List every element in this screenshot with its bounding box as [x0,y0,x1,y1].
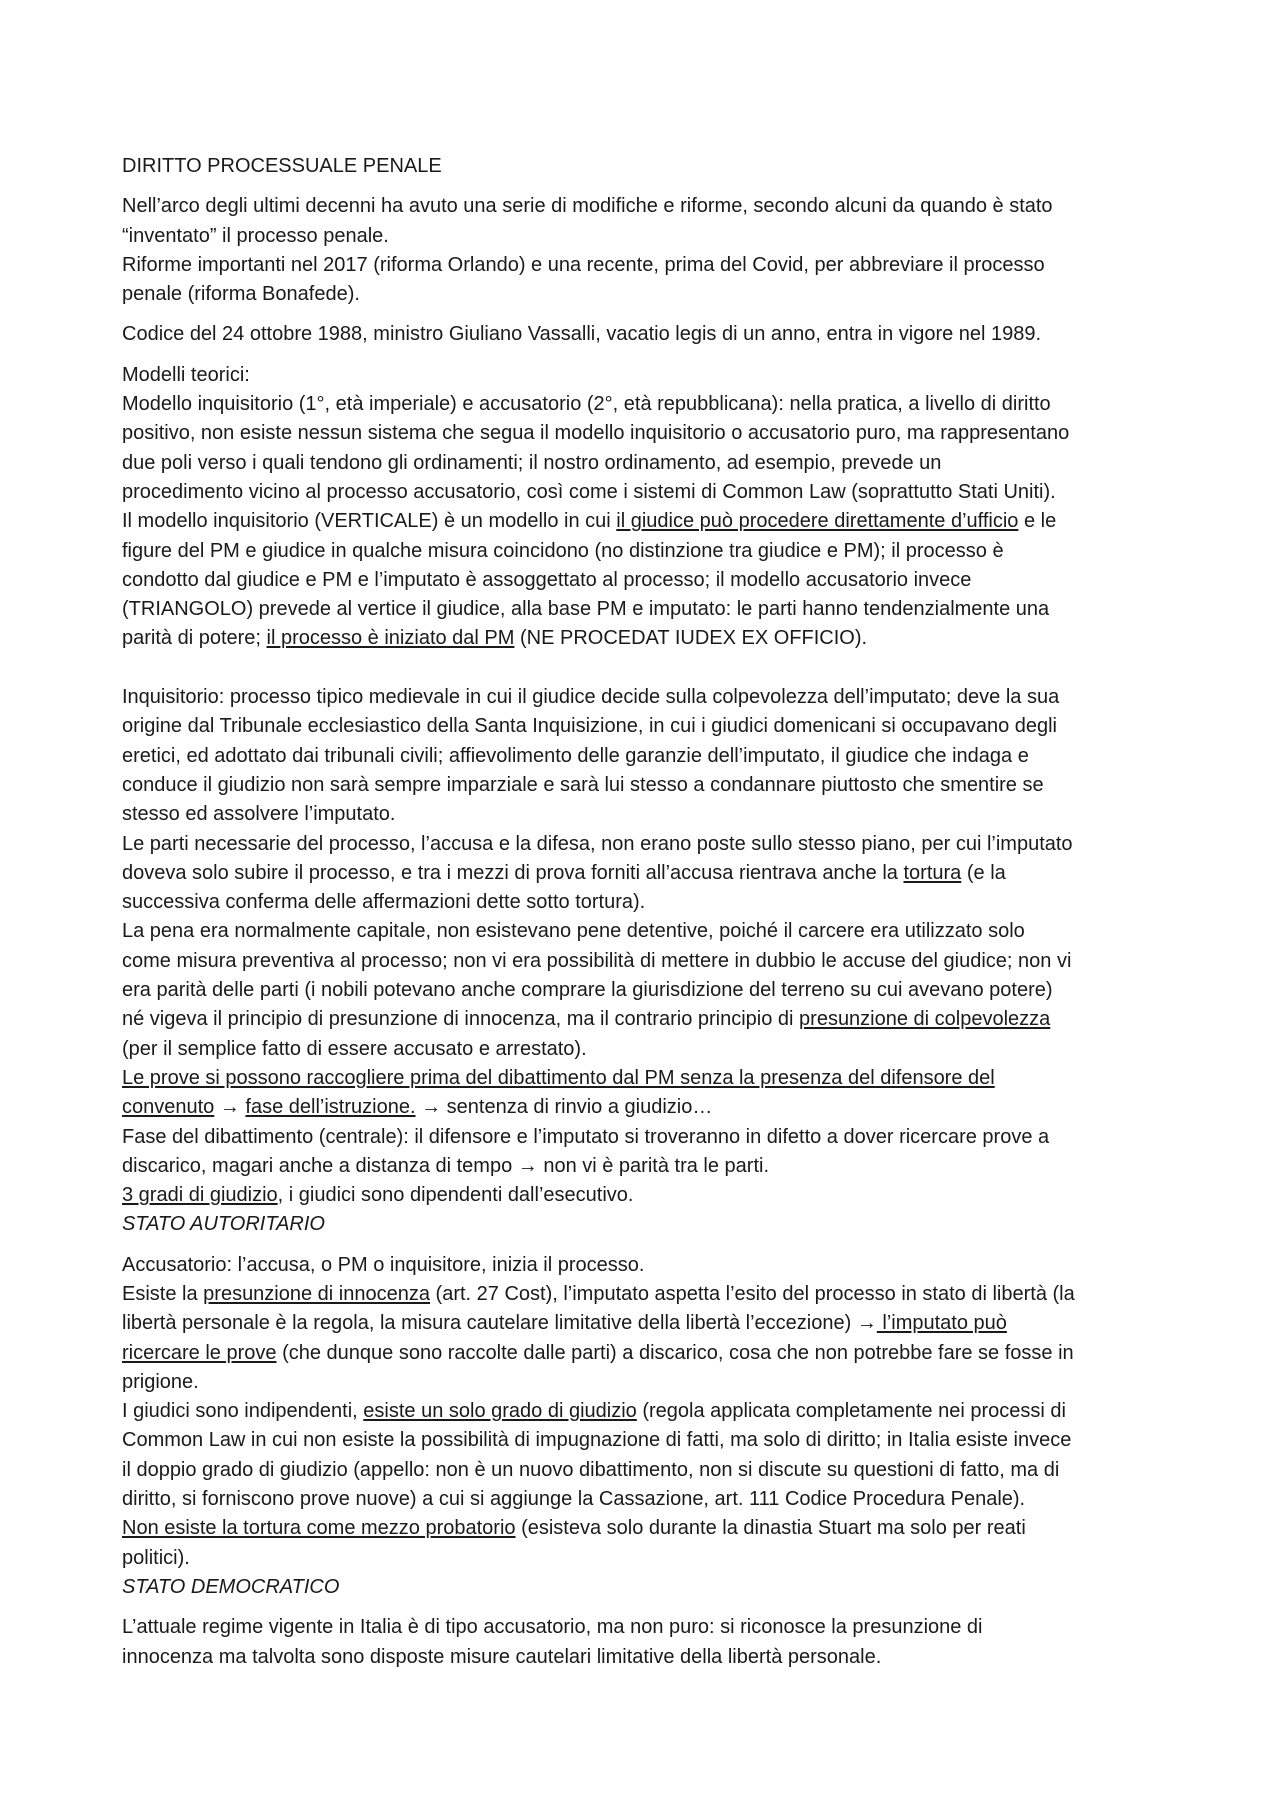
text-segment: (art. 27 Cost), l’imputato aspetta l’esito del processo in stato di libertà (la [429,1282,1075,1305]
underlined-text: presunzione di colpevolezza [799,1008,1051,1031]
text-line: figure del PM e giudice in qualche misura coincidono (no distinzione tra giudice e PM); il processo è [122,539,1004,562]
underlined-text: il processo è iniziato dal PM [266,627,515,650]
text-segment: e le [1018,510,1057,533]
text-line: eretici, ed adottato dai tribunali civili; affievolimento delle garanzie dell’imputato, il giudice che indaga e [122,744,1029,767]
text-line: Inquisitorio: processo tipico medievale in cui il giudice decide sulla colpevolezza dell’imputato; deve la sua [122,686,1060,709]
models-paragraph [122,361,1172,683]
text-line: Nell’arco degli ultimi decenni ha avuto una serie di modifiche e riforme, secondo alcuni da quando è stato [122,195,1053,218]
text-line: (per il semplice fatto di essere accusato e arrestato). [122,1037,587,1060]
text-segment: Il modello inquisitorio (VERTICALE) è un modello in cui [122,510,617,533]
text-line: prigione. [122,1370,199,1393]
text-line [122,507,1172,536]
accusatorio-paragraph [122,1251,1172,1603]
text-segment: libertà personale è la regola, la misura cautelare limitative della libertà l’eccezione) [122,1312,857,1335]
text-segment: , i giudici sono dipendenti dall’esecutivo. [277,1184,634,1207]
text-line: era parità delle parti (i nobili potevano anche comprare la giurisdizione del terreno su cui avevano potere) [122,979,1053,1002]
text-segment: né vigeva il principio di presunzione di innocenza, ma il contrario principio di [122,1008,800,1031]
current-regime-paragraph [122,1613,1172,1672]
text-line: Codice del 24 ottobre 1988, ministro Giuliano Vassalli, vacatio legis di un anno, entra in vigore nel 1989. [122,323,1042,346]
text-line [122,1280,1172,1309]
text-line: conduce il giudizio non sarà sempre imparziale e sarà lui stesso a condannare piuttosto che smentire se [122,773,1044,796]
text-line: (TRIANGOLO) prevede al vertice il giudice, alla base PM e imputato: le parti hanno tendenzialmente una [122,598,1050,621]
code-paragraph [122,320,1172,349]
text-line: Fase del dibattimento (centrale): il difensore e l’imputato si troveranno in difetto a dover ricercare prove a [122,1125,1050,1148]
text-line: politici). [122,1546,190,1569]
text-line: stesso ed assolvere l’imputato. [122,803,396,826]
text-line: procedimento vicino al processo accusatorio, così come i sistemi di Common Law (soprattutto Stati Uniti). [122,480,1056,503]
text-line: Riforme importanti nel 2017 (riforma Orlando) e una recente, prima del Covid, per abbreviare il processo [122,253,1045,276]
text-segment: non vi è parità tra le parti. [537,1154,769,1177]
blank-line [122,654,1172,683]
text-segment: (regola applicata completamente nei processi di [636,1400,1066,1423]
document-title [122,152,1172,181]
text-segment: sentenza di rinvio a giudizio… [446,1096,713,1119]
text-line [122,624,1172,653]
text-segment: (esisteva solo durante la dinastia Stuart ma solo per reati [515,1517,1026,1540]
text-line: penale (riforma Bonafede). [122,283,360,306]
text-line [122,1093,1172,1122]
text-line [122,1514,1172,1543]
underlined-text: presunzione di innocenza [203,1282,430,1305]
inquisitorio-paragraph [122,683,1172,1240]
underlined-text: l’imputato può [876,1312,1007,1335]
text-line: “inventato” il processo penale. [122,224,389,247]
arrow-right-icon: → [517,1154,538,1177]
text-line: condotto dal giudice e PM e l’imputato è assoggettato al processo; il modello accusatorio invece [122,568,972,591]
italic-heading: STATO DEMOCRATICO [122,1575,340,1598]
title-text: DIRITTO PROCESSUALE PENALE [122,155,442,177]
text-segment: (che dunque sono raccolte dalle parti) a discarico, cosa che non potrebbe fare se fosse in [276,1341,1074,1364]
text-segment: (e la [961,861,1006,884]
text-line: origine dal Tribunale ecclesiastico della Santa Inquisizione, in cui i giudici domenicani si occupavano degli [122,715,1057,738]
text-segment: discarico, magari anche a distanza di tempo [122,1154,518,1177]
text-line: Modelli teorici: [122,363,250,386]
text-segment: (NE PROCEDAT IUDEX EX OFFICIO). [514,627,868,650]
text-line: successiva conferma delle affermazioni dette sotto tortura). [122,891,646,914]
text-line: Modello inquisitorio (1°, età imperiale) e accusatorio (2°, età repubblicana): nella pratica, a livello di diritto [122,393,1051,416]
text-line: Common Law in cui non esiste la possibilità di impugnazione di fatti, ma solo di diritto; in Italia esiste invece [122,1429,1072,1452]
underlined-text: 3 gradi di giudizio [122,1184,278,1207]
underlined-text: fase dell’istruzione. [245,1096,416,1119]
underlined-text: tortura [903,861,962,884]
text-line [122,1397,1172,1426]
text-line: positivo, non esiste nessun sistema che segua il modello inquisitorio o accusatorio puro, ma rappresentano [122,422,1070,445]
underlined-text: Non esiste la tortura come mezzo probatorio [122,1517,516,1540]
text-segment: Esiste la [122,1282,204,1305]
arrow-right-icon: → [214,1096,246,1119]
text-line: Le parti necessarie del processo, l’accusa e la difesa, non erano poste sullo stesso piano, per cui l’imputato [122,832,1073,855]
arrow-right-icon: → [415,1096,447,1119]
text-line [122,1005,1172,1034]
text-line: La pena era normalmente capitale, non esistevano pene detentive, poiché il carcere era utilizzato solo [122,920,1025,943]
italic-heading: STATO AUTORITARIO [122,1213,325,1236]
underlined-text: Le prove si possono raccogliere prima del dibattimento dal PM senza la presenza del difensore del [122,1066,995,1089]
text-line: innocenza ma talvolta sono disposte misure cautelari limitative della libertà personale. [122,1645,882,1668]
text-line: Accusatorio: l’accusa, o PM o inquisitore, inizia il processo. [122,1253,645,1276]
arrow-right-icon: → [856,1312,877,1335]
text-segment: I giudici sono indipendenti, [122,1400,364,1423]
text-line [122,1339,1172,1368]
text-line: due poli verso i quali tendono gli ordinamenti; il nostro ordinamento, ad esempio, prevede un [122,451,942,474]
text-line [122,1181,1172,1210]
text-line: diritto, si forniscono prove nuove) a cui si aggiunge la Cassazione, art. 111 Codice Procedura Penale). [122,1488,1026,1511]
text-line [122,859,1172,888]
underlined-text: ricercare le prove [122,1341,277,1364]
underlined-text: il giudice può procedere direttamente d’ufficio [616,510,1019,533]
text-line: come misura preventiva al processo; non vi era possibilità di mettere in dubbio le accuse del giudice; non vi [122,949,1072,972]
text-segment: doveva solo subire il processo, e tra i mezzi di prova forniti all’accusa rientrava anche la [122,861,904,884]
document-page [122,152,1172,1683]
underlined-text: esiste un solo grado di giudizio [363,1400,637,1423]
text-segment: parità di potere; [122,627,267,650]
text-line: il doppio grado di giudizio (appello: non è un nuovo dibattimento, non si discute su questioni di fatto, ma di [122,1458,1060,1481]
text-line [122,1309,1172,1338]
text-line: L’attuale regime vigente in Italia è di tipo accusatorio, ma non puro: si riconosce la presunzione di [122,1616,983,1639]
underlined-text: convenuto [122,1096,215,1119]
text-line [122,1152,1172,1181]
intro-paragraph [122,192,1172,309]
